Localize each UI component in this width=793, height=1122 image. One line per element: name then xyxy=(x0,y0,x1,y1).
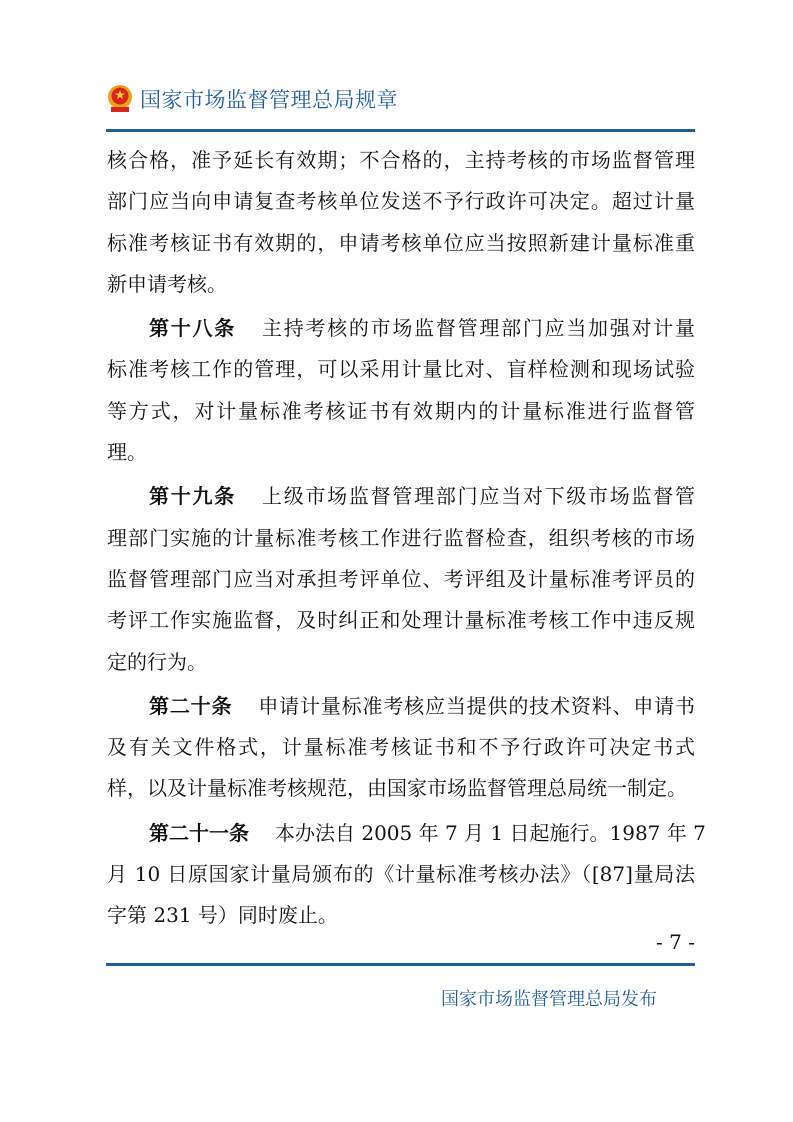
article-paragraph xyxy=(107,481,695,687)
line-text: 部门应当向申请复查考核单位发送不予行政许可决定。超过计量 xyxy=(107,189,695,214)
line-text: 新申请考核。 xyxy=(107,271,227,296)
article-paragraph xyxy=(107,818,706,942)
text-line xyxy=(107,269,695,310)
line-text: 考评工作实施监督，及时纠正和处理计量标准考核工作中违反规 xyxy=(107,608,695,633)
line-text: 标准考核证书有效期的，申请考核单位应当按照新建计量标准重 xyxy=(107,230,695,255)
line-text: 申请计量标准考核应当提供的技术资料、申请书 xyxy=(258,693,696,718)
text-line xyxy=(107,818,706,859)
text-line xyxy=(107,900,695,941)
document-body xyxy=(107,145,706,945)
line-text: 样，以及计量标准考核规范，由国家市场监督管理总局统一制定。 xyxy=(107,776,687,801)
text-line xyxy=(107,691,695,732)
text-line xyxy=(107,605,695,646)
text-line xyxy=(107,354,695,395)
page-number: - 7 - xyxy=(656,930,695,954)
line-text: 月 10 日原国家计量局颁布的《计量标准考核办法》（[87]量局法 xyxy=(107,862,695,887)
page-header xyxy=(106,84,398,114)
text-line xyxy=(107,437,695,478)
text-line xyxy=(107,564,695,605)
text-line xyxy=(107,859,695,900)
line-text: 定的行为。 xyxy=(107,649,207,674)
text-line xyxy=(107,481,695,522)
line-text: 监督管理部门应当对承担考评单位、考评组及计量标准考评员的 xyxy=(107,566,695,591)
line-text: 理。 xyxy=(107,440,147,465)
line-text: 本办法自 2005 年 7 月 1 日起施行。1987 年 7 xyxy=(275,820,706,845)
footer-divider xyxy=(106,963,695,966)
footer-publisher: 国家市场监督管理总局发布 xyxy=(441,989,657,1010)
text-line xyxy=(107,145,695,186)
text-line xyxy=(107,773,695,814)
national-emblem-icon xyxy=(106,84,134,114)
line-text: 主持考核的市场监督管理部门应当加强对计量 xyxy=(261,316,696,341)
text-line xyxy=(107,647,695,688)
article-number: 第二十一条 xyxy=(149,820,249,845)
text-line xyxy=(107,228,695,269)
header-title: 国家市场监督管理总局规章 xyxy=(140,88,398,112)
line-text: 理部门实施的计量标准考核工作进行监督检查，组织考核的市场 xyxy=(107,525,695,550)
article-number: 第十八条 xyxy=(149,316,236,341)
text-line xyxy=(107,732,695,773)
continued-paragraph xyxy=(107,145,695,310)
header-divider xyxy=(106,129,695,132)
article-paragraph xyxy=(107,691,695,815)
text-line xyxy=(107,313,695,354)
article-number: 第十九条 xyxy=(149,484,236,509)
text-line xyxy=(107,186,695,227)
line-text: 上级市场监督管理部门应当对下级市场监督管 xyxy=(261,484,696,509)
line-text: 标准考核工作的管理，可以采用计量比对、盲样检测和现场试验 xyxy=(107,357,695,382)
text-line xyxy=(107,523,695,564)
text-line xyxy=(107,396,695,437)
line-text: 及有关文件格式，计量标准考核证书和不予行政许可决定书式 xyxy=(107,735,695,760)
article-number: 第二十条 xyxy=(149,693,233,718)
line-text: 字第 231 号）同时废止。 xyxy=(107,903,338,928)
line-text: 核合格，准予延长有效期；不合格的，主持考核的市场监督管理 xyxy=(107,148,695,172)
line-text: 等方式，对计量标准考核证书有效期内的计量标准进行监督管 xyxy=(107,398,695,423)
article-paragraph xyxy=(107,313,695,478)
